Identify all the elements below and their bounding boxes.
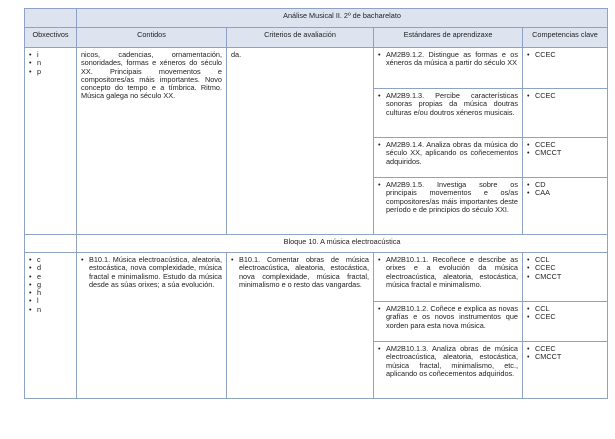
objective-item: • d — [29, 264, 72, 272]
block-heading: Bloque 10. A música electroacústica — [77, 235, 608, 253]
estandar-cell — [374, 48, 523, 89]
competencia-item: • CAA — [527, 189, 603, 197]
objective-item: • c — [29, 256, 72, 264]
estandar-cell — [374, 253, 523, 302]
column-header-row — [25, 28, 608, 48]
competencia-item: • CCL — [527, 256, 603, 264]
competencia-item: • CMCCT — [527, 149, 603, 157]
contidos-cell — [77, 253, 227, 399]
competencia-item: • CCEC — [527, 264, 603, 272]
objective-item: • g — [29, 281, 72, 289]
objective-item: • l — [29, 297, 72, 305]
competencias-cell — [523, 253, 608, 302]
header-competencias: Competencias clave — [523, 28, 608, 48]
estandar-text: • AM2B9.1.5. Investiga sobre os principais movementos e os/as compositores/as máis importantes deste período e de principios do século XXI. — [378, 181, 518, 214]
competencia-item: • CCEC — [527, 51, 603, 59]
competencia-item: • CD — [527, 181, 603, 189]
estandar-cell — [374, 302, 523, 342]
objective-item: • n — [29, 59, 72, 67]
estandar-cell — [374, 89, 523, 138]
estandar-text: • AM2B10.1.2. Coñece e explica as novas grafías e os novos instrumentos que xorden para esta nova música. — [378, 305, 518, 330]
criterios-text: • B10.1. Comentar obras de música electroacústica, aleatoria, estocástica, nova complexidade, música fractal, minimalismo e o resto das vangardas. — [231, 256, 369, 289]
estandar-text: • AM2B9.1.4. Analiza obras da música do século XX, aplicando os coñecementos adquiridos. — [378, 141, 518, 166]
competencia-item: • CMCCT — [527, 353, 603, 361]
objectives-cell — [25, 253, 77, 399]
contidos-cell: nicos, cadencias, ornamentación, sonoridades, formas e xéneros do século XX. Principais movementos e compositores/as máis importantes. Novo concepto do tempo e a tímbrica. Ritmo. Música galega no século XX. — [77, 48, 227, 235]
competencias-cell — [523, 48, 608, 89]
table-row — [25, 253, 608, 302]
contidos-text: • B10.1. Música electroacústica, aleatoria, estocástica, nova complexidade, música fractal e minimalismo. Estudo da música desde as súas orixes; a súa evolución. — [81, 256, 222, 289]
objective-item: • i — [29, 51, 72, 59]
table-title: Análise Musical II. 2º de bacharelato — [77, 9, 608, 28]
header-contidos: Contidos — [77, 28, 227, 48]
objectives-cell — [25, 48, 77, 235]
criterios-cell: da. — [227, 48, 374, 235]
estandar-cell — [374, 138, 523, 178]
estandar-cell — [374, 342, 523, 399]
table-title-row — [25, 9, 608, 28]
objective-item: • p — [29, 68, 72, 76]
competencias-cell — [523, 302, 608, 342]
objective-item: • h — [29, 289, 72, 297]
estandar-text: • AM2B9.1.2. Distingue as formas e os xéneros da música a partir do século XX — [378, 51, 518, 68]
competencias-cell — [523, 178, 608, 235]
competencias-cell — [523, 89, 608, 138]
estandar-cell — [374, 178, 523, 235]
competencias-cell — [523, 342, 608, 399]
header-estandares: Estándares de aprendizaxe — [374, 28, 523, 48]
competencia-item: • CCL — [527, 305, 603, 313]
competencia-item: • CMCCT — [527, 273, 603, 281]
competencia-item: • CCEC — [527, 345, 603, 353]
competencia-item: • CCEC — [527, 141, 603, 149]
block-heading-row — [25, 235, 608, 253]
estandar-text: • AM2B10.1.1. Recoñece e describe as orixes e a evolución da música electroacústica, aleatoria, estocástica, música fractal e minimalismo. — [378, 256, 518, 289]
curriculum-table — [24, 8, 608, 399]
header-criterios: Criterios de avaliación — [227, 28, 374, 48]
header-obxectivos: Obxectivos — [25, 28, 77, 48]
competencias-cell — [523, 138, 608, 178]
objective-item: • e — [29, 273, 72, 281]
estandar-text: • AM2B10.1.3. Analiza obras de música electroacústica, aleatoria, estocástica, música fractal, minimalismo, etc., aplicando os coñecementos adquiridos. — [378, 345, 518, 378]
criterios-cell — [227, 253, 374, 399]
estandar-text: • AM2B9.1.3. Percibe características sonoras propias da música doutras culturas e/ou doutros xéneros musicais. — [378, 92, 518, 117]
table-row — [25, 48, 608, 89]
competencia-item: • CCEC — [527, 92, 603, 100]
objective-item: • n — [29, 306, 72, 314]
competencia-item: • CCEC — [527, 313, 603, 321]
